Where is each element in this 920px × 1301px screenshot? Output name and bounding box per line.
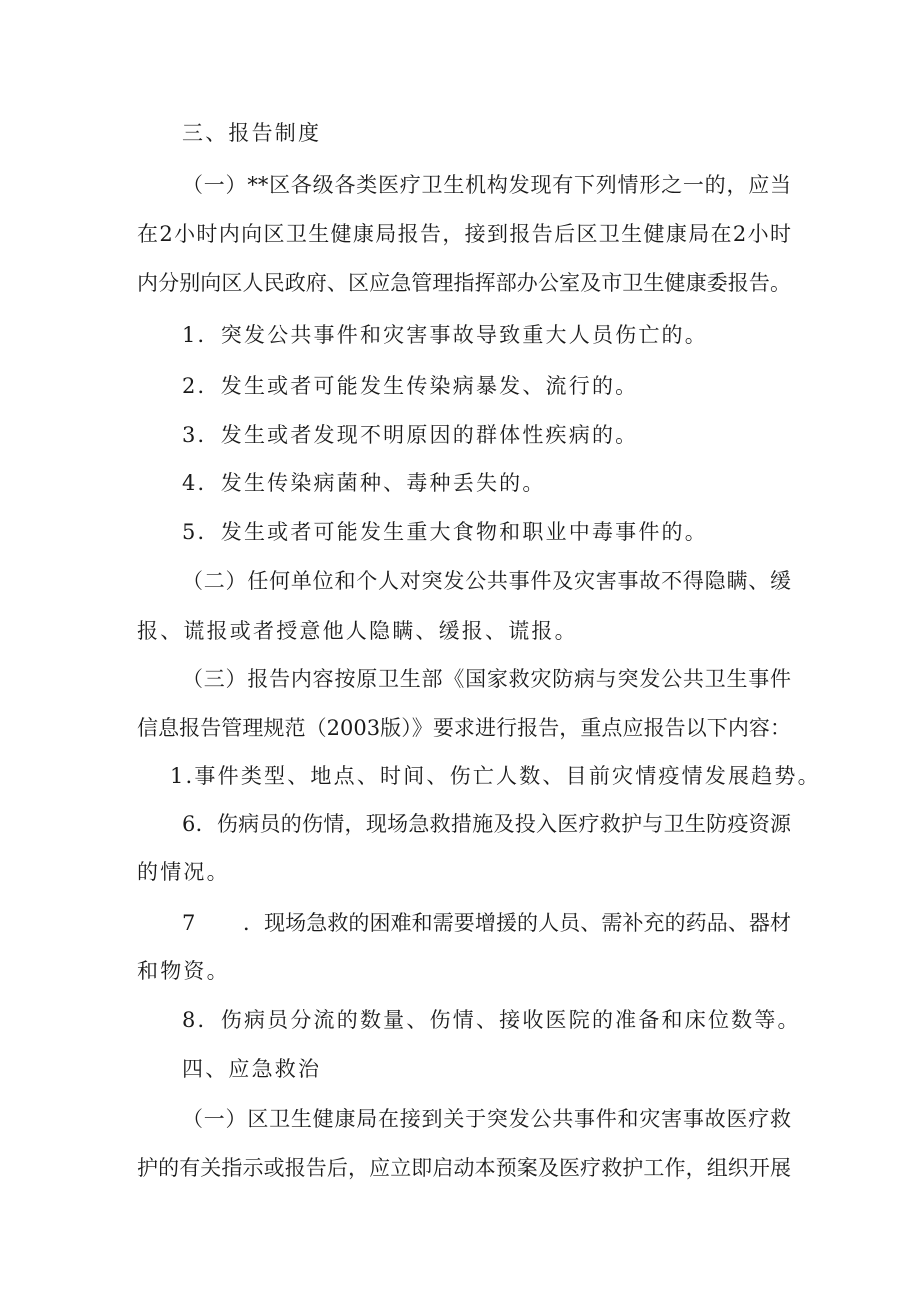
list-item: 6．伤病员的伤情，现场急救措施及投入医疗救护与卫生防疫资源 bbox=[182, 812, 791, 836]
list-item: 1．突发公共事件和灾害事故导致重大人员伤亡的。 bbox=[182, 323, 708, 347]
list-item: 4．发生传染病菌种、毒种丢失的。 bbox=[182, 471, 546, 495]
list-item: 5．发生或者可能发生重大食物和职业中毒事件的。 bbox=[182, 520, 708, 544]
paragraph-line: （一）**区各级各类医疗卫生机构发现有下列情形之一的，应当 bbox=[182, 173, 791, 197]
list-item: 8．伤病员分流的数量、伤情、接收医院的准备和床位数等。 bbox=[182, 1008, 801, 1032]
section-heading: 四、应急救治 bbox=[182, 1057, 322, 1081]
list-item: 3．发生或者发现不明原因的群体性疾病的。 bbox=[182, 423, 639, 447]
paragraph-line: 护的有关指示或报告后，应立即启动本预案及医疗救护工作，组织开展 bbox=[137, 1156, 791, 1180]
paragraph-line: 报、谎报或者授意他人隐瞒、缓报、谎报。 bbox=[137, 619, 578, 643]
paragraph-line: 和物资。 bbox=[137, 959, 230, 983]
list-item: 1.事件类型、地点、时间、伤亡人数、目前灾情疫情发展趋势。 bbox=[170, 764, 821, 788]
paragraph-line: 的情况。 bbox=[137, 860, 230, 884]
paragraph-line: 信息报告管理规范（2003版）》要求进行报告，重点应报告以下内容： bbox=[137, 716, 791, 740]
paragraph-line: （一）区卫生健康局在接到关于突发公共事件和灾害事故医疗救 bbox=[182, 1107, 791, 1131]
paragraph-line: （三）报告内容按原卫生部《国家救灾防病与突发公共卫生事件 bbox=[182, 667, 791, 691]
section-heading: 三、报告制度 bbox=[182, 121, 322, 145]
list-item: 2．发生或者可能发生传染病暴发、流行的。 bbox=[182, 374, 639, 398]
list-item-number: 7 bbox=[182, 911, 198, 935]
paragraph-line: （二）任何单位和个人对突发公共事件及灾害事故不得隐瞒、缓 bbox=[182, 569, 791, 593]
list-item-text: ．现场急救的困难和需要增援的人员、需补充的药品、器材 bbox=[243, 911, 791, 935]
paragraph-line: 在2小时内向区卫生健康局报告，接到报告后区卫生健康局在2小时 bbox=[137, 222, 791, 246]
paragraph-line: 内分别向区人民政府、区应急管理指挥部办公室及市卫生健康委报告。 bbox=[137, 271, 791, 295]
